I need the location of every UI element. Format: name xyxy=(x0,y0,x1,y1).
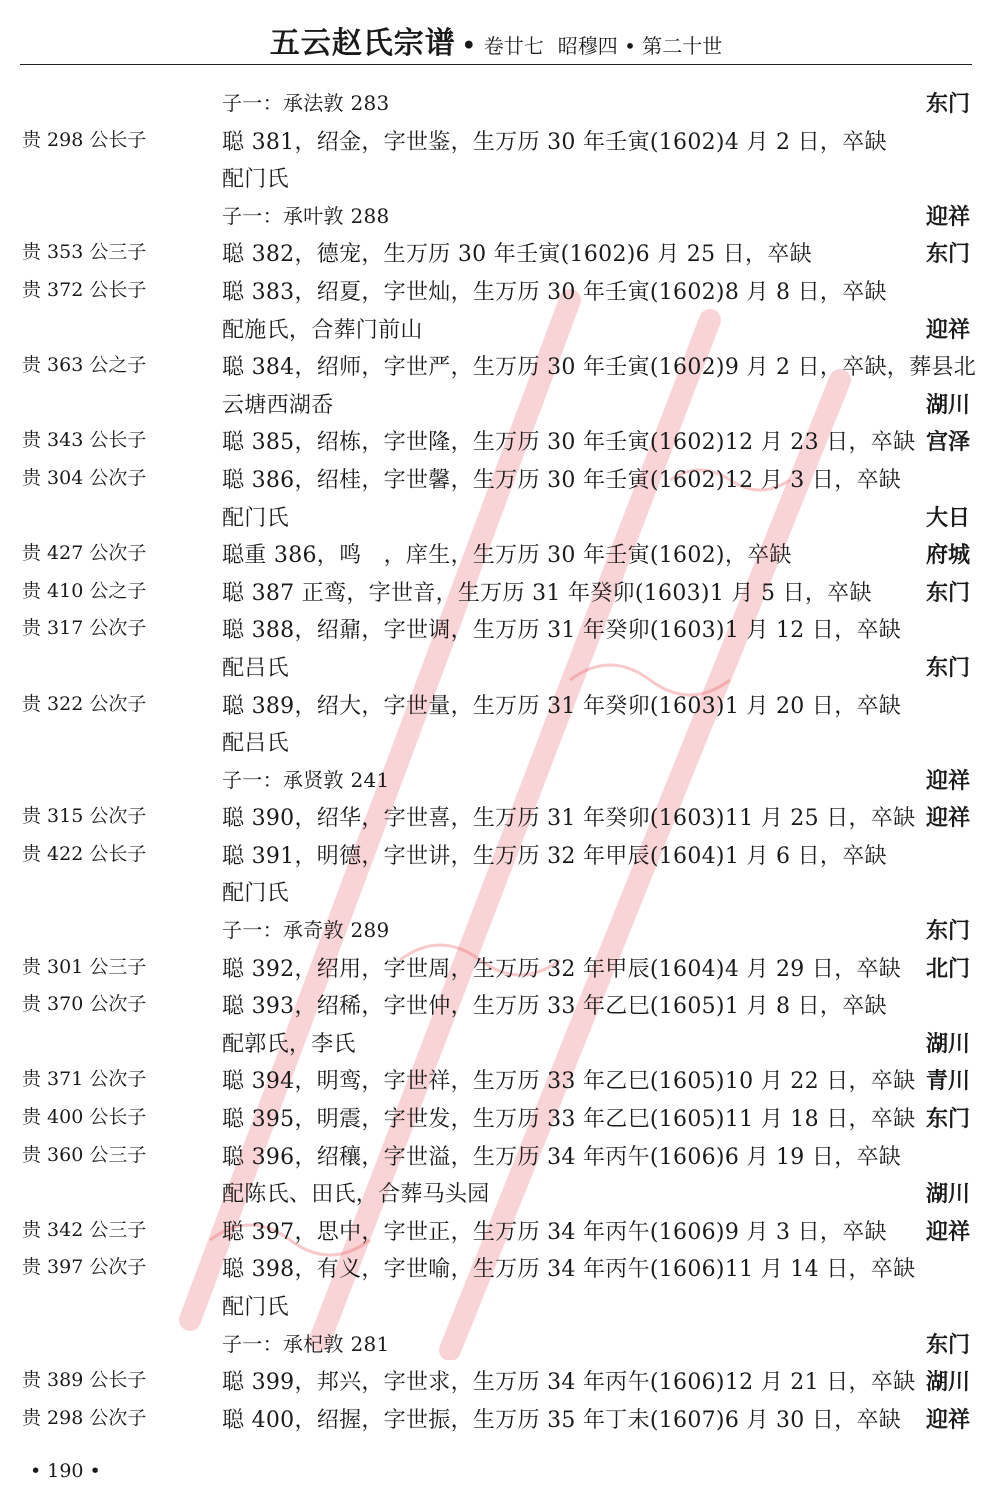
genealogy-row xyxy=(0,722,992,760)
lineage-label: 贵 389 公长子 xyxy=(22,1369,147,1392)
lineage-label: 贵 397 公次子 xyxy=(22,1256,147,1279)
genealogy-entries xyxy=(0,83,992,1436)
place-label: 迎祥 xyxy=(925,1218,970,1245)
entry-text: 聪 396，绍穰，字世溢，生万历 34 年丙午(1606)6 月 19 日，卒缺 xyxy=(222,1144,902,1170)
place-label: 迎祥 xyxy=(925,805,970,832)
entry-text: 配门氏 xyxy=(222,1295,289,1320)
section-label: 昭穆四 • 第二十世 xyxy=(557,34,723,58)
entry-text: 配门氏 xyxy=(222,881,289,907)
genealogy-row xyxy=(0,309,992,347)
genealogy-row xyxy=(0,797,992,835)
lineage-label: 贵 353 公三子 xyxy=(22,241,147,264)
page-number: • 190 • xyxy=(30,1460,101,1482)
lineage-label: 贵 410 公之子 xyxy=(22,579,147,602)
entry-text: 子一：承叶敦 288 xyxy=(222,203,390,228)
entry-text: 聪 386，绍桂，字世馨，生万历 30 年壬寅(1602)12 月 3 日，卒缺 xyxy=(222,467,902,493)
genealogy-row xyxy=(0,1324,992,1362)
place-label: 湖川 xyxy=(925,1030,970,1057)
genealogy-row xyxy=(0,158,992,196)
genealogy-row xyxy=(0,1098,992,1136)
entry-text: 云塘西湖岙 xyxy=(222,392,334,418)
lineage-label: 贵 363 公之子 xyxy=(22,354,147,377)
place-label: 东门 xyxy=(925,1106,970,1133)
entry-text: 聪 383，绍夏，字世灿，生万历 30 年壬寅(1602)8 月 8 日，卒缺 xyxy=(222,279,887,305)
entry-text: 配门氏 xyxy=(222,167,289,193)
entry-text: 聪 398，有义，字世喻，生万历 34 年丙午(1606)11 月 14 日，卒缺 xyxy=(222,1257,916,1283)
entry-text: 聪 389，绍大，字世量，生万历 31 年癸卯(1603)1 月 20 日，卒缺 xyxy=(222,693,902,719)
entry-text: 聪 385，绍栋，字世隆，生万历 30 年壬寅(1602)12 月 23 日，卒缺 xyxy=(222,430,916,456)
title-separator: • xyxy=(461,33,476,59)
genealogy-row xyxy=(0,1286,992,1324)
genealogy-row xyxy=(0,1023,992,1061)
place-label: 东门 xyxy=(925,579,970,606)
entry-text: 聪 390，绍华，字世喜，生万历 31 年癸卯(1603)11 月 25 日，卒缺 xyxy=(222,806,916,832)
lineage-label: 贵 315 公次子 xyxy=(22,805,147,828)
lineage-label: 贵 304 公次子 xyxy=(22,466,147,489)
genealogy-row xyxy=(0,233,992,271)
place-label: 北门 xyxy=(925,955,970,982)
place-label: 东门 xyxy=(925,241,970,268)
entry-text: 子一：承法敦 283 xyxy=(222,91,390,115)
lineage-label: 贵 343 公长子 xyxy=(22,429,147,452)
place-label: 湖川 xyxy=(925,391,970,418)
entry-text: 聪 400，绍握，字世振，生万历 35 年丁未(1607)6 月 30 日，卒缺 xyxy=(222,1407,902,1433)
lineage-label: 贵 427 公次子 xyxy=(22,542,147,565)
lineage-label: 贵 422 公长子 xyxy=(22,842,147,865)
entry-text: 聪 382，德宠，生万历 30 年壬寅(1602)6 月 25 日，卒缺 xyxy=(222,242,812,268)
lineage-label: 贵 298 公长子 xyxy=(22,128,147,151)
entry-text: 配陈氏、田氏，合葬马头园 xyxy=(222,1182,490,1208)
place-label: 青川 xyxy=(925,1068,970,1095)
entry-text: 聪 392，绍用，字世周，生万历 32 年甲辰(1604)4 月 29 日，卒缺 xyxy=(222,956,902,982)
lineage-label: 贵 370 公次子 xyxy=(22,993,147,1016)
entry-text: 聪 387 正鸾，字世音，生万历 31 年癸卯(1603)1 月 5 日，卒缺 xyxy=(222,580,872,606)
lineage-label: 贵 342 公三子 xyxy=(22,1218,147,1241)
genealogy-row xyxy=(0,421,992,459)
genealogy-row xyxy=(0,1173,992,1211)
lineage-label: 贵 400 公长子 xyxy=(22,1106,147,1129)
genealogy-row xyxy=(0,196,992,234)
place-label: 东门 xyxy=(925,91,970,117)
genealogy-row xyxy=(0,459,992,497)
lineage-label: 贵 322 公次子 xyxy=(22,692,147,715)
entry-text: 聪 393，绍稀，字世仲，生万历 33 年乙巳(1605)1 月 8 日，卒缺 xyxy=(222,994,887,1020)
genealogy-row xyxy=(0,835,992,873)
place-label: 东门 xyxy=(925,1331,970,1358)
genealogy-row xyxy=(0,121,992,159)
genealogy-row xyxy=(0,1060,992,1098)
entry-text: 配吕氏 xyxy=(222,731,289,757)
page-header xyxy=(20,18,972,65)
entry-text: 聪 388，绍鼐，字世调，生万历 31 年癸卯(1603)1 月 12 日，卒缺 xyxy=(222,618,902,644)
place-label: 东门 xyxy=(925,918,970,945)
genealogy-row xyxy=(0,497,992,535)
lineage-label: 贵 317 公次子 xyxy=(22,617,147,640)
entry-text: 聪 381，绍金，字世鉴，生万历 30 年壬寅(1602)4 月 2 日，卒缺 xyxy=(222,129,887,155)
genealogy-row xyxy=(0,609,992,647)
entry-text: 配吕氏 xyxy=(222,655,289,681)
volume-label: 卷廿七 xyxy=(483,34,544,58)
entry-text: 配郭氏，李氏 xyxy=(222,1031,356,1057)
lineage-label: 贵 371 公次子 xyxy=(22,1068,147,1091)
genealogy-row xyxy=(0,760,992,798)
place-label: 东门 xyxy=(925,654,970,681)
genealogy-row xyxy=(0,271,992,309)
place-label: 湖川 xyxy=(925,1369,970,1396)
place-label: 府城 xyxy=(925,542,970,569)
genealogy-row xyxy=(0,1399,992,1437)
entry-text: 聪 397，思中，字世正，生万历 34 年丙午(1606)9 月 3 日，卒缺 xyxy=(222,1219,887,1245)
genealogy-row xyxy=(0,572,992,610)
entry-text: 配施氏，合葬门前山 xyxy=(222,317,423,343)
lineage-label: 贵 301 公三子 xyxy=(22,955,147,978)
entry-text: 聪 394，明鸾，字世祥，生万历 33 年乙巳(1605)10 月 22 日，卒缺 xyxy=(222,1069,916,1095)
entry-text: 聪 391，明德，字世讲，生万历 32 年甲辰(1604)1 月 6 日，卒缺 xyxy=(222,843,887,869)
genealogy-row xyxy=(0,534,992,572)
place-label: 大日 xyxy=(925,504,970,531)
genealogy-row xyxy=(0,1136,992,1174)
place-label: 迎祥 xyxy=(925,203,970,230)
genealogy-row xyxy=(0,647,992,685)
place-label: 湖川 xyxy=(925,1181,970,1208)
entry-text: 子一：承杞敦 281 xyxy=(222,1331,390,1356)
genealogy-row xyxy=(0,346,992,384)
genealogy-row xyxy=(0,1361,992,1399)
place-label: 迎祥 xyxy=(925,316,970,343)
entry-text: 聪 395，明震，字世发，生万历 33 年乙巳(1605)11 月 18 日，卒缺 xyxy=(222,1107,916,1133)
entry-text: 子一：承贤敦 241 xyxy=(222,767,390,792)
genealogy-row xyxy=(0,948,992,986)
place-label: 宫泽 xyxy=(925,429,970,456)
genealogy-row xyxy=(0,985,992,1023)
place-label: 迎祥 xyxy=(925,1406,970,1433)
lineage-label: 贵 298 公次子 xyxy=(22,1406,147,1429)
lineage-label: 贵 372 公长子 xyxy=(22,278,147,301)
lineage-label: 贵 360 公三子 xyxy=(22,1143,147,1166)
entry-text: 子一：承奇敦 289 xyxy=(222,918,390,943)
genealogy-row xyxy=(0,910,992,948)
entry-text: 聪 384，绍师，字世严，生万历 30 年壬寅(1602)9 月 2 日，卒缺，葬县北 xyxy=(222,355,976,381)
book-title: 五云赵氏宗谱 xyxy=(269,26,456,61)
place-label: 迎祥 xyxy=(925,767,970,794)
entry-text: 配门氏 xyxy=(222,505,289,531)
genealogy-row xyxy=(0,872,992,910)
entry-text: 聪 399，邦兴，字世求，生万历 34 年丙午(1606)12 月 21 日，卒缺 xyxy=(222,1370,916,1396)
genealogy-row xyxy=(0,685,992,723)
genealogy-row xyxy=(0,83,992,121)
genealogy-row xyxy=(0,1211,992,1249)
genealogy-row xyxy=(0,1248,992,1286)
genealogy-row xyxy=(0,384,992,422)
entry-text: 聪重 386，鸣 ，庠生，生万历 30 年壬寅(1602)，卒缺 xyxy=(222,543,792,569)
